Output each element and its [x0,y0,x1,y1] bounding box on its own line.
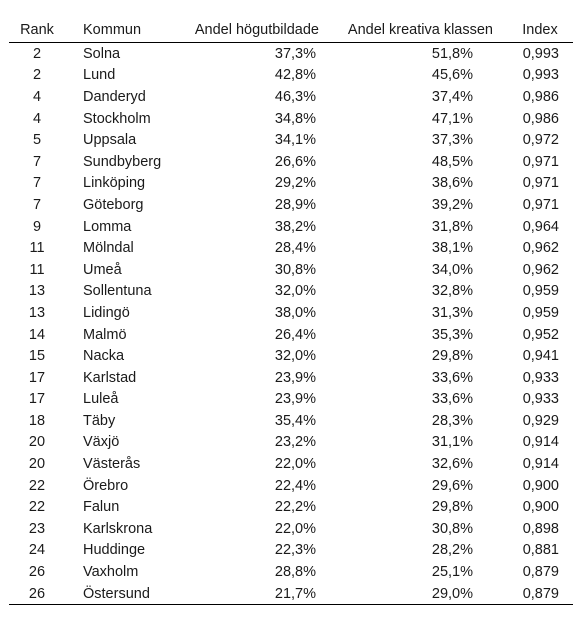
table-row [9,453,573,475]
cell-andel-hogutbildade: 23,2% [274,434,316,451]
cell-andel-kreativa-klassen: 47,1% [431,110,473,127]
cell-andel-hogutbildade: 29,2% [274,175,316,192]
cell-index: 0,881 [522,542,559,559]
cell-index: 0,929 [522,412,559,429]
cell-andel-kreativa-klassen: 31,8% [431,218,473,235]
cell-rank: 20 [28,434,46,451]
cell-rank: 17 [28,369,46,386]
cell-andel-hogutbildade: 22,2% [274,499,316,516]
cell-rank: 11 [29,261,45,278]
cell-rank: 26 [9,583,65,605]
cell-andel-hogutbildade: 34,8% [274,110,316,127]
cell-kommun: Vaxholm [83,564,139,581]
cell-kommun: Solna [83,45,121,62]
cell-index: 0,959 [522,304,559,321]
cell-kommun: Luleå [83,391,119,408]
cell-andel-kreativa-klassen: 35,3% [431,326,473,343]
cell-andel-hogutbildade: 42,8% [274,67,316,84]
cell-andel-hogutbildade: 32,0% [274,348,316,365]
cell-rank: 20 [28,456,46,473]
cell-rank: 22 [28,499,46,516]
table-body [9,43,573,605]
cell-kommun: Göteborg [83,196,144,213]
cell-kommun: Huddinge [83,542,146,559]
cell-index: 0,900 [522,477,559,494]
cell-rank: 7 [32,175,42,192]
cell-rank: 9 [32,218,42,235]
cell-andel-hogutbildade: 22,4% [274,477,316,494]
cell-rank: 23 [28,520,46,537]
cell-kommun: Örebro [83,477,129,494]
table-row [9,129,573,151]
cell-rank: 2 [32,67,42,84]
cell-andel-hogutbildade: 30,8% [274,261,316,278]
cell-andel-kreativa-klassen: 31,3% [431,304,473,321]
cell-andel-kreativa-klassen: 32,8% [431,283,473,300]
cell-andel-kreativa-klassen: 33,6% [431,369,473,386]
table-row [9,432,573,454]
cell-andel-kreativa-klassen: 29,8% [431,348,473,365]
cell-index: 0,914 [522,434,559,451]
table-row [9,259,573,281]
cell-index: 0,952 [522,326,559,343]
cell-andel-kreativa-klassen: 38,1% [431,240,473,257]
cell-rank: 7 [32,196,42,213]
cell-rank: 22 [28,477,46,494]
cell-andel-kreativa-klassen: 29,8% [431,499,473,516]
cell-andel-hogutbildade: 23,9% [274,391,316,408]
cell-kommun: Täby [83,412,116,429]
cell-andel-hogutbildade: 22,0% [274,520,316,537]
cell-andel-hogutbildade: 34,1% [274,132,316,149]
cell-andel-hogutbildade: 28,9% [274,196,316,213]
cell-andel-hogutbildade: 22,0% [274,456,316,473]
cell-rank: 15 [28,348,46,365]
cell-andel-kreativa-klassen: 30,8% [431,520,473,537]
cell-andel-hogutbildade: 26,4% [274,326,316,343]
cell-kommun: Linköping [83,175,146,192]
cell-rank: 24 [28,542,46,559]
table-row [9,173,573,195]
cell-andel-kreativa-klassen: 34,0% [431,261,473,278]
cell-kommun: Nacka [83,348,125,365]
cell-kommun: Sollentuna [83,283,152,300]
table-row [9,324,573,346]
cell-rank: 13 [28,304,46,321]
cell-andel-hogutbildade: 37,3% [274,45,316,62]
cell-index: 0,879 [497,583,573,605]
table-row [9,237,573,259]
table-header-row [9,17,573,43]
table-row [9,281,573,303]
cell-andel-kreativa-klassen: 25,1% [431,564,473,581]
cell-index: 0,900 [522,499,559,516]
cell-andel-kreativa-klassen: 38,6% [431,175,473,192]
cell-andel-hogutbildade: 38,0% [274,304,316,321]
cell-andel-kreativa-klassen: 51,8% [431,45,473,62]
cell-andel-hogutbildade: 35,4% [274,412,316,429]
cell-kommun: Umeå [83,261,122,278]
cell-andel-kreativa-klassen: 48,5% [431,153,473,170]
cell-index: 0,972 [522,132,559,149]
cell-andel-kreativa-klassen: 28,3% [431,412,473,429]
cell-kommun: Sundbyberg [83,153,162,170]
cell-andel-kreativa-klassen: 37,4% [431,88,473,105]
table-row [9,496,573,518]
cell-kommun: Karlskrona [83,520,153,537]
cell-index: 0,941 [522,348,559,365]
cell-rank: 4 [32,110,42,127]
cell-andel-hogutbildade: 32,0% [274,283,316,300]
cell-andel-kreativa-klassen: 28,2% [431,542,473,559]
cell-index: 0,898 [522,520,559,537]
cell-kommun: Lomma [83,218,132,235]
table-row [9,410,573,432]
cell-andel-hogutbildade: 28,4% [274,240,316,257]
cell-index: 0,962 [522,240,559,257]
cell-andel-kreativa-klassen: 33,6% [431,391,473,408]
cell-index: 0,933 [522,369,559,386]
cell-andel-hogutbildade: 26,6% [274,153,316,170]
cell-index: 0,964 [522,218,559,235]
cell-kommun: Östersund [65,583,179,605]
cell-index: 0,986 [522,110,559,127]
cell-kommun: Malmö [83,326,127,343]
cell-andel-kreativa-klassen: 29,0% [323,583,497,605]
cell-index: 0,971 [522,175,559,192]
cell-rank: 26 [28,564,46,581]
cell-index: 0,986 [522,88,559,105]
cell-rank: 17 [28,391,46,408]
cell-index: 0,959 [522,283,559,300]
cell-andel-hogutbildade: 46,3% [274,88,316,105]
table-row [9,302,573,324]
cell-andel-kreativa-klassen: 29,6% [431,477,473,494]
cell-index: 0,933 [522,391,559,408]
ranking-table [9,17,573,605]
cell-index: 0,879 [522,564,559,581]
table-row [9,65,573,87]
cell-kommun: Lund [83,67,116,84]
cell-index: 0,993 [522,45,559,62]
table-row [9,583,573,605]
cell-andel-kreativa-klassen: 37,3% [431,132,473,149]
cell-index: 0,993 [522,67,559,84]
header-rank: Rank [9,17,65,43]
cell-index: 0,914 [522,456,559,473]
cell-andel-kreativa-klassen: 45,6% [431,67,473,84]
table-row [9,43,573,65]
table-row [9,389,573,411]
cell-kommun: Västerås [83,456,141,473]
cell-andel-kreativa-klassen: 31,1% [431,434,473,451]
cell-rank: 4 [32,88,42,105]
cell-rank: 13 [28,283,46,300]
table-row [9,216,573,238]
cell-andel-kreativa-klassen: 32,6% [431,456,473,473]
cell-kommun: Växjö [83,434,120,451]
table-row [9,540,573,562]
cell-andel-hogutbildade: 38,2% [274,218,316,235]
cell-kommun: Lidingö [83,304,130,321]
cell-andel-hogutbildade: 23,9% [274,369,316,386]
cell-rank: 18 [28,412,46,429]
cell-kommun: Danderyd [83,88,146,105]
table-row [9,345,573,367]
cell-rank: 5 [32,132,42,149]
header-andel-kreativa-klassen: Andel kreativa klassen [323,17,497,43]
header-index: Index [497,17,573,43]
cell-kommun: Falun [83,499,120,516]
cell-kommun: Uppsala [83,132,137,149]
header-kommun: Kommun [65,17,179,43]
cell-rank: 2 [32,45,42,62]
cell-andel-hogutbildade: 22,3% [274,542,316,559]
table-row [9,475,573,497]
cell-rank: 7 [32,153,42,170]
ranking-table-container [9,17,559,605]
cell-index: 0,971 [522,196,559,213]
header-andel-hogutbildade: Andel högutbildade [179,17,323,43]
table-row [9,561,573,583]
table-row [9,108,573,130]
table-row [9,518,573,540]
table-row [9,151,573,173]
cell-index: 0,971 [522,153,559,170]
cell-rank: 14 [28,326,46,343]
cell-rank: 11 [29,240,45,257]
table-row [9,194,573,216]
cell-kommun: Stockholm [83,110,151,127]
table-row [9,367,573,389]
cell-andel-kreativa-klassen: 39,2% [431,196,473,213]
cell-index: 0,962 [522,261,559,278]
cell-kommun: Karlstad [83,369,137,386]
table-row [9,86,573,108]
cell-kommun: Mölndal [83,240,134,257]
cell-andel-hogutbildade: 28,8% [274,564,316,581]
cell-andel-hogutbildade: 21,7% [179,583,323,605]
